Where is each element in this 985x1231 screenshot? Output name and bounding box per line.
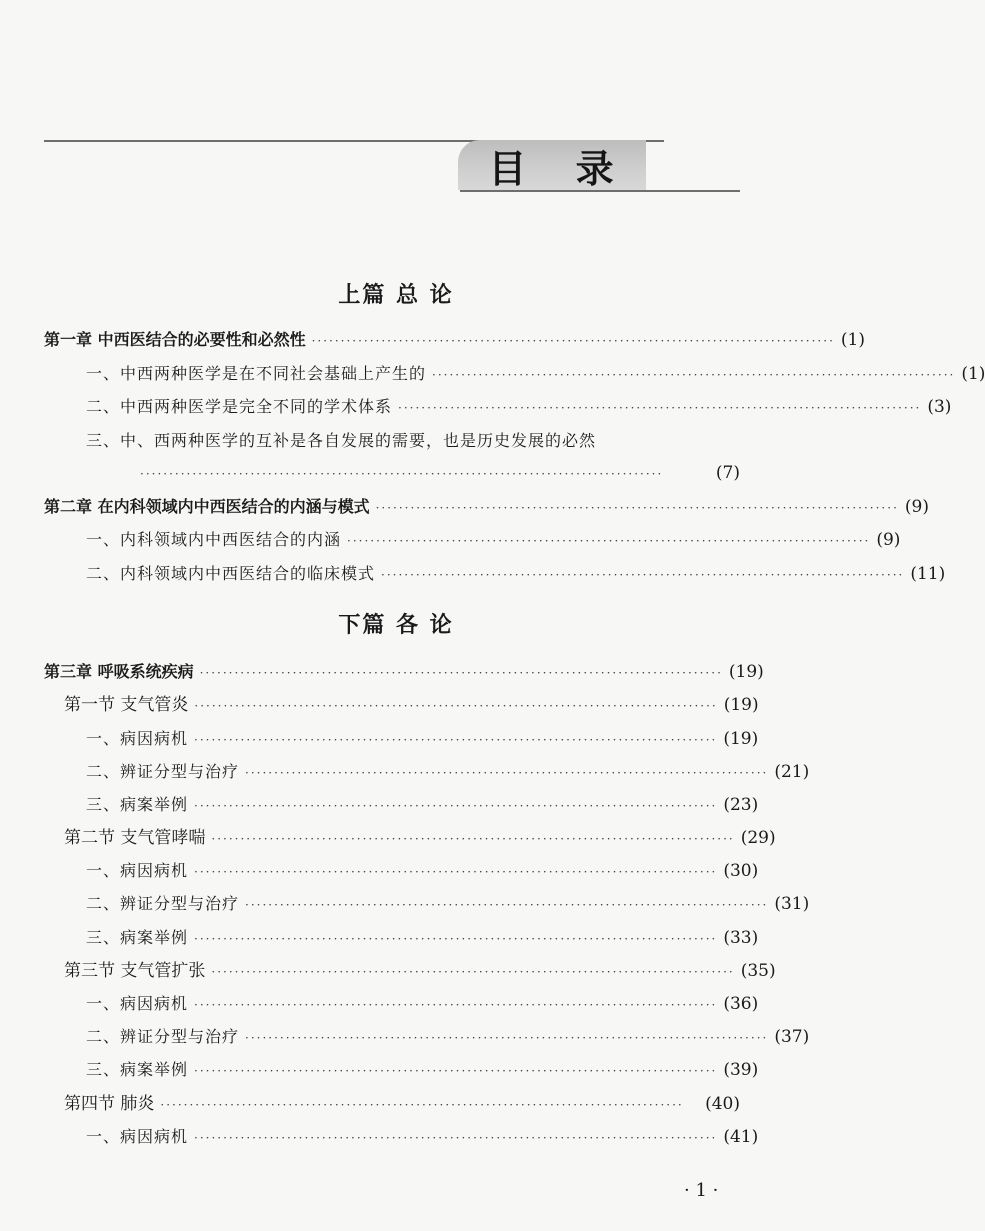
toc-page: (19) (723, 729, 759, 749)
toc-page: (9) (904, 497, 929, 517)
toc-page: (21) (774, 762, 810, 782)
toc-title: 目 录 (488, 146, 632, 191)
toc-page: (35) (740, 961, 776, 981)
toc-chapter-3[interactable] (44, 659, 764, 685)
toc-item[interactable] (86, 1124, 759, 1150)
toc-item[interactable] (86, 561, 946, 587)
toc-label: 一、病因病机 (86, 1127, 189, 1146)
toc-page: (19) (728, 662, 764, 682)
toc-item[interactable] (86, 891, 810, 917)
toc-page: (7) (715, 463, 740, 483)
toc-page: (33) (723, 928, 759, 948)
toc-item[interactable] (86, 1057, 759, 1083)
toc-chapter-2[interactable] (44, 494, 929, 520)
leader-dots: ·························································································· (245, 898, 769, 912)
leader-dots: ·························································································· (140, 467, 664, 481)
toc-page: (23) (723, 795, 759, 815)
toc-page: (11) (910, 564, 946, 584)
toc-label: 第二章 在内科领域内中西医结合的内涵与模式 (44, 497, 370, 516)
toc-label: 一、病因病机 (86, 729, 189, 748)
leader-dots: ·························································································· (381, 568, 905, 582)
leader-dots: ·························································································· (194, 865, 718, 879)
toc-page: (31) (774, 894, 810, 914)
toc-label: 二、内科领域内中西医结合的临床模式 (86, 564, 376, 583)
leader-dots: ·························································································· (194, 699, 718, 713)
toc-label: 二、中西两种医学是完全不同的学术体系 (86, 397, 393, 416)
leader-dots: ·························································································· (245, 766, 769, 780)
toc-label: 一、内科领域内中西医结合的内涵 (86, 530, 342, 549)
toc-page: (9) (876, 530, 901, 550)
toc-label: 三、病案举例 (86, 795, 189, 814)
toc-label: 一、病因病机 (86, 861, 189, 880)
toc-item[interactable] (86, 1024, 810, 1050)
toc-item[interactable] (86, 925, 759, 951)
toc-section[interactable] (64, 958, 776, 984)
toc-label: 一、中西两种医学是在不同社会基础上产生的 (86, 364, 427, 383)
leader-dots: ·························································································· (211, 832, 735, 846)
toc-label: 二、辨证分型与治疗 (86, 762, 240, 781)
page-number: · 1 · (684, 1180, 719, 1201)
toc-label: 第一节 支气管炎 (64, 695, 189, 715)
toc-item-long-continuation[interactable] (140, 460, 740, 486)
leader-dots: ·························································································· (432, 368, 956, 382)
leader-dots: ·························································································· (194, 932, 718, 946)
toc-item[interactable] (86, 991, 759, 1017)
toc-label: 第三节 支气管扩张 (64, 961, 206, 981)
toc-label: 第四节 肺炎 (64, 1094, 155, 1114)
toc-page: (36) (723, 994, 759, 1014)
toc-chapter-1[interactable] (44, 327, 865, 353)
toc-page: (3) (927, 397, 952, 417)
toc-label: 第二节 支气管哮喘 (64, 828, 206, 848)
toc-page: (30) (723, 861, 759, 881)
toc-page: (19) (723, 695, 759, 715)
toc-title-tab (458, 140, 646, 190)
toc-page: (29) (740, 828, 776, 848)
part-title-lower: 下篇 各 论 (338, 612, 454, 638)
toc-item[interactable] (86, 726, 759, 752)
toc-label: 一、病因病机 (86, 994, 189, 1013)
toc-page: (41) (723, 1127, 759, 1147)
toc-label: 三、病案举例 (86, 1060, 189, 1079)
leader-dots: ·························································································· (194, 1064, 718, 1078)
toc-page: (37) (774, 1027, 810, 1047)
leader-dots: ·························································································· (398, 401, 922, 415)
leader-dots: ·························································································· (194, 1131, 718, 1145)
leader-dots: ·························································································· (375, 501, 899, 515)
leader-dots: ·························································································· (194, 799, 718, 813)
toc-item[interactable] (86, 759, 810, 785)
toc-item[interactable] (86, 361, 985, 387)
toc-item[interactable] (86, 527, 901, 553)
toc-label: 第三章 呼吸系统疾病 (44, 662, 194, 681)
toc-section[interactable] (64, 692, 759, 718)
leader-dots: ·························································································· (211, 965, 735, 979)
toc-label: 第一章 中西医结合的必要性和必然性 (44, 330, 306, 349)
toc-section[interactable] (64, 1091, 740, 1117)
toc-item-long-label[interactable]: 三、中、西两种医学的互补是各自发展的需要，也是历史发展的必然 (86, 431, 597, 450)
toc-page: (39) (723, 1060, 759, 1080)
leader-dots: ·························································································· (194, 998, 718, 1012)
toc-page: (40) (705, 1094, 740, 1114)
toc-item[interactable] (86, 792, 759, 818)
toc-label: 二、辨证分型与治疗 (86, 894, 240, 913)
leader-dots: ·························································································· (199, 666, 723, 680)
leader-dots: ·························································································· (347, 534, 871, 548)
toc-item[interactable] (86, 394, 952, 420)
toc-label: 二、辨证分型与治疗 (86, 1027, 240, 1046)
toc-section[interactable] (64, 825, 776, 851)
toc-page: (1) (961, 364, 985, 384)
leader-dots: ·························································································· (245, 1031, 769, 1045)
toc-page: (1) (840, 330, 865, 350)
toc-item[interactable] (86, 858, 759, 884)
part-title-upper: 上篇 总 论 (338, 282, 454, 308)
leader-dots: ·························································································· (311, 334, 835, 348)
toc-label: 三、病案举例 (86, 928, 189, 947)
leader-dots: ·························································································· (194, 733, 718, 747)
leader-dots: ·························································································· (160, 1098, 684, 1112)
